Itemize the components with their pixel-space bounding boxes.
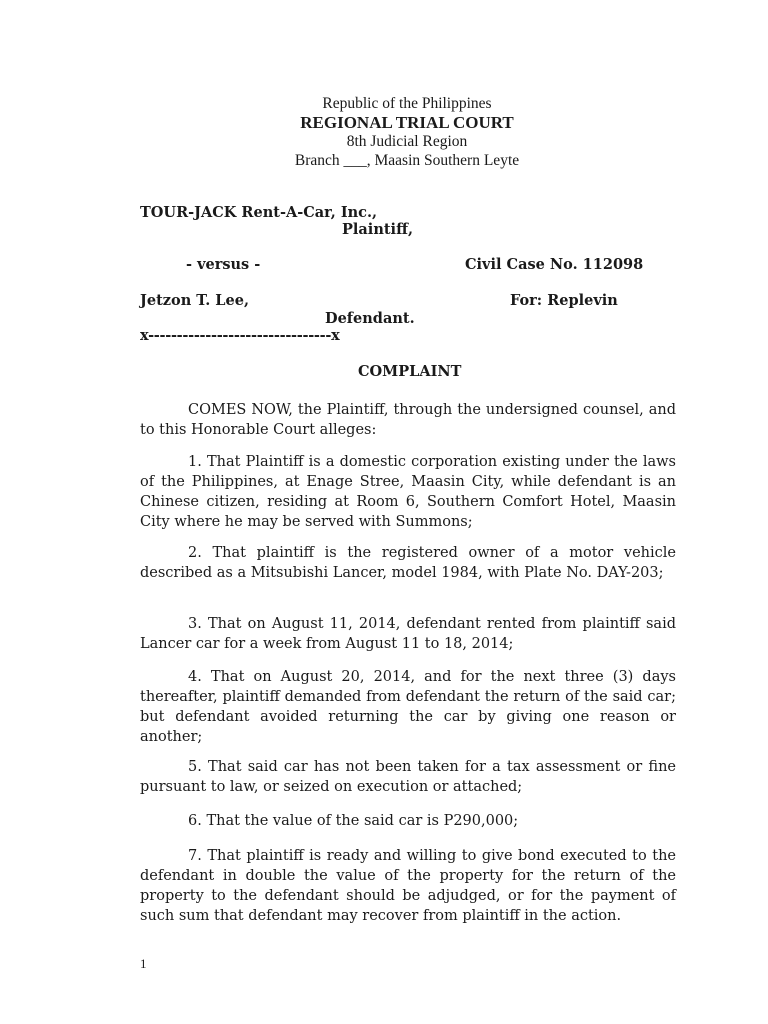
branch-line: Branch ___, Maasin Southern Leyte [294,152,520,169]
paragraph-intro: COMES NOW, the Plaintiff, through the undersigned counsel, and to this Honorable Court alleges: [140,402,676,438]
paragraph-3: 3. That on August 11, 2014, defendant rented from plaintiff said Lancer car for a week from August 11 to 18, 2014; [140,616,676,652]
civil-case-number: Civil Case No. 112098 [465,256,644,273]
caption-separator: x--------------------------------x [140,327,340,344]
paragraph-6: 6. That the value of the said car is P290,000; [188,813,519,829]
page-number: 1 [140,956,147,971]
plaintiff-name: TOUR-JACK Rent-A-Car, Inc., [140,204,378,221]
region-line: 8th Judicial Region [346,133,468,150]
court-name: REGIONAL TRIAL COURT [300,113,514,132]
paragraph-5: 5. That said car has not been taken for a tax assessment or fine pursuant to law, or seized on execution or attached; [140,759,676,795]
action-type: For: Replevin [510,292,618,309]
plaintiff-label: Plaintiff, [342,221,414,238]
court-header [0,94,768,170]
versus-label: - versus - [186,256,261,273]
paragraph-4: 4. That on August 20, 2014, and for the next three (3) days thereafter, plaintiff demanded from defendant the return of the said car; but defendant avoided returning the car by giving one reason or another; [140,669,676,745]
defendant-name: Jetzon T. Lee, [140,292,249,309]
document-title: COMPLAINT [358,363,462,380]
paragraph-7: 7. That plaintiff is ready and willing to give bond executed to the defendant in double the value of the property for the return of the property to the defendant should be adjudged, or for the payment of such sum that defendant may recover from plaintiff in the action. [140,848,676,924]
republic-line: Republic of the Philippines [322,95,492,112]
defendant-label: Defendant. [325,310,415,327]
paragraph-1: 1. That Plaintiff is a domestic corporation existing under the laws of the Philippines, at Enage Stree, Maasin City, while defendant is an Chinese citizen, residing at Room 6, Southern Comfort Hotel, Maasin City where he may be served with Summons; [140,454,676,530]
paragraph-2: 2. That plaintiff is the registered owner of a motor vehicle described as a Mitsubishi Lancer, model 1984, with Plate No. DAY-203; [140,545,676,581]
